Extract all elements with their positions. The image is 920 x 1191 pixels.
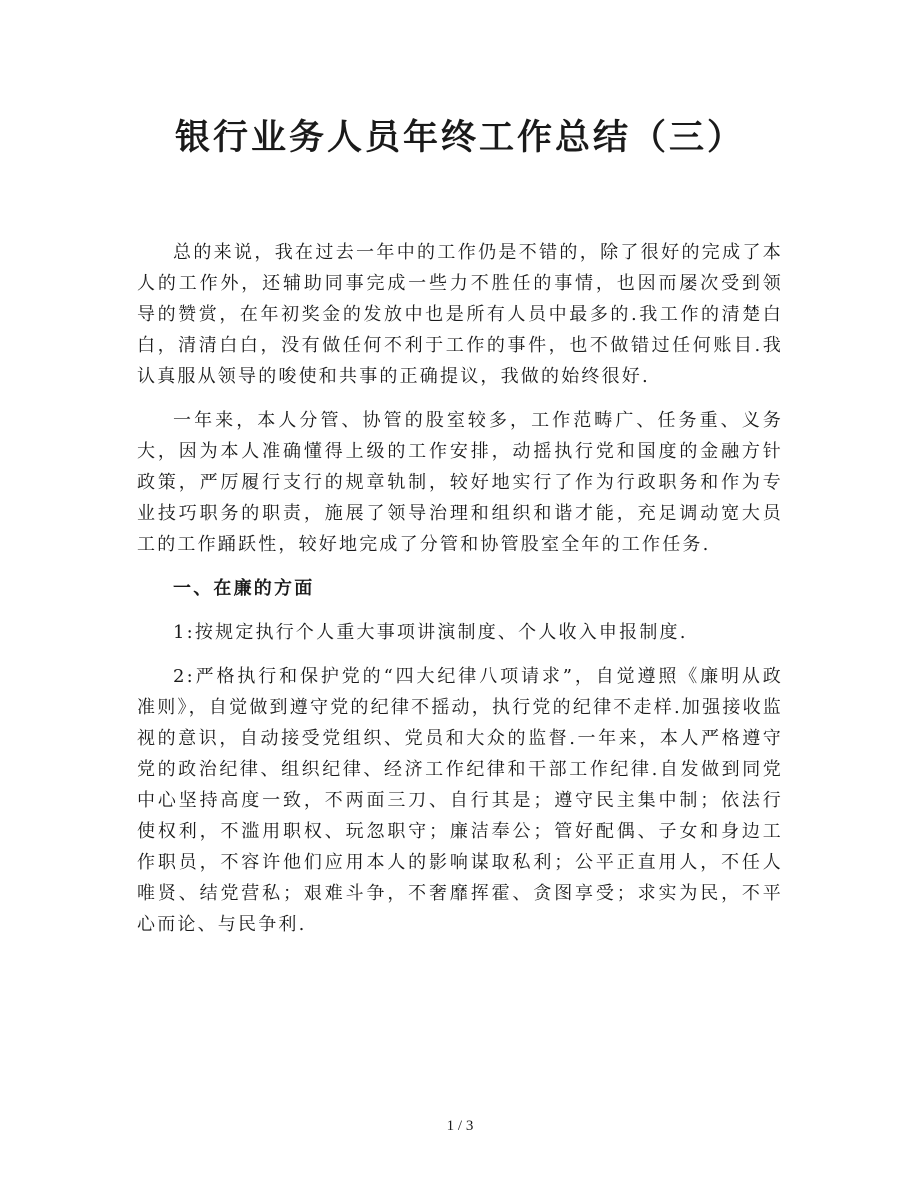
list-item: 2:严格执行和保护党的“四大纪律八项请求”，自觉遵照《廉明从政准则》，自觉做到遵守党的纪律不摇动，执行党的纪律不走样.加强接收监视的意识，自动接受党组织、党员和大众的监督.一年来，本人严格遵守党的政治纪律、组织纪律、经济工作纪律和干部工作纪律.自发做到同党中心坚持高度一致，不两面三刀、自行其是；遵守民主集中制；依法行使权利，不滥用职权、玩忽职守；廉洁奉公；管好配偶、子女和身边工作职员，不容许他们应用本人的影响谋取私利；公平正直用人，不任人唯贤、结党营私；艰难斗争，不奢靡挥霍、贪图享受；求实为民，不平心而论、与民争利.: [137, 666, 783, 935]
paragraph-summary: 总的来说，我在过去一年中的工作仍是不错的，除了很好的完成了本人的工作外，还辅助同事完成一些力不胜任的事情，也因而屡次受到领导的赞赏，在年初奖金的发放中也是所有人员中最多的.我工作的清楚白白，清清白白，没有做任何不利于工作的事件，也不做错过任何账目.我认真服从领导的唆使和共事的正确提议，我做的始终很好.: [137, 242, 783, 387]
paragraph-gap: [137, 392, 783, 405]
paragraph-gap: [137, 560, 783, 573]
page-number: 1 / 3: [446, 1118, 474, 1134]
document-title: 银行业务人员年终工作总结（三）: [174, 117, 745, 158]
list-item: 1:按规定执行个人重大事项讲演制度、个人收入申报制度.: [173, 622, 688, 643]
document-body: [137, 237, 783, 940]
paragraph-gap: [137, 604, 783, 617]
paragraph-gap: [137, 648, 783, 661]
paragraph-responsibilities: 一年来，本人分管、协管的股室较多，工作范畴广、任务重、义务大，因为本人准确懂得上级的工作安排，动摇执行党和国度的金融方针政策，严厉履行支行的规章轨制，较好地实行了作为行政职务和作为专业技巧职务的职责，施展了领导治理和组织和谐才能，充足调动宽大员工的工作踊跃性，较好地完成了分管和协管股室全年的工作任务.: [137, 410, 783, 555]
section-heading: 一、在廉的方面: [173, 578, 315, 599]
